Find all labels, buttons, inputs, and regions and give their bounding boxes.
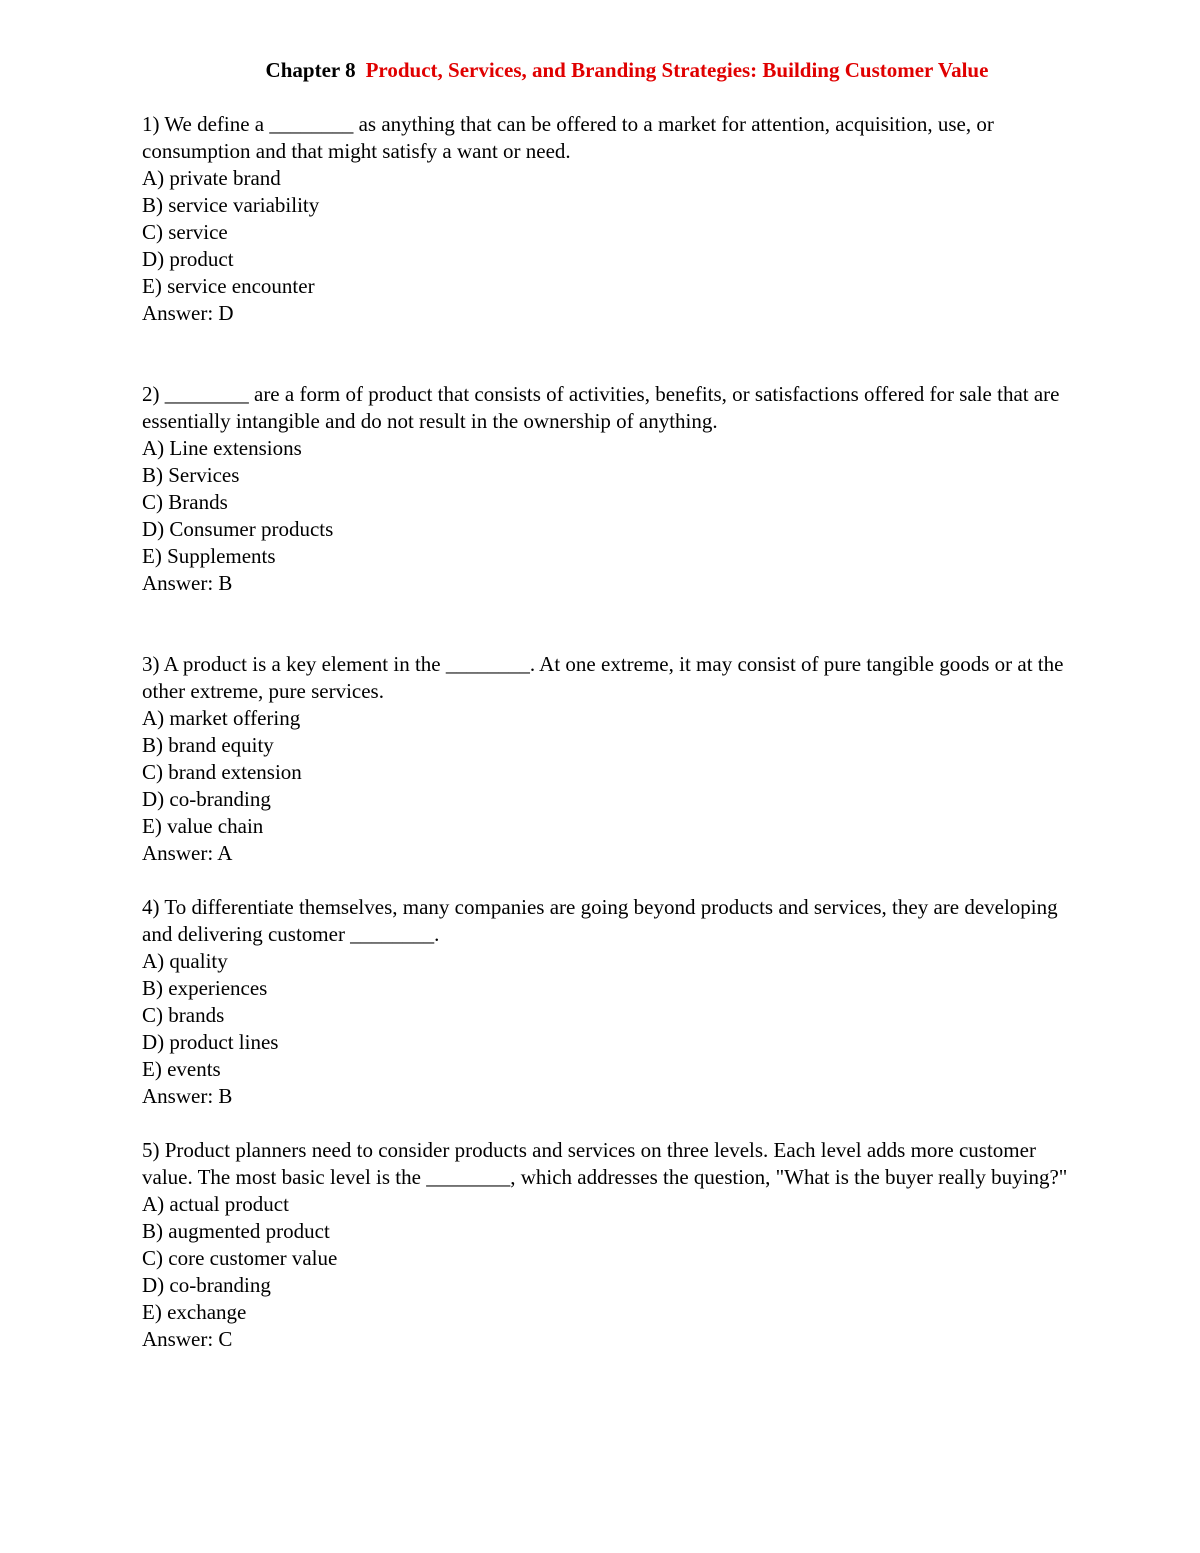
question-1 xyxy=(142,111,1072,327)
option-c: C) brands xyxy=(142,1003,225,1027)
option-b: B) augmented product xyxy=(142,1219,330,1243)
option-a: A) private brand xyxy=(142,166,281,190)
option-d: D) co-branding xyxy=(142,1273,271,1297)
question-stem: 2) ________ are a form of product that consists of activities, benefits, or satisfactions offered for sale that are essentially intangible and do not result in the ownership of anything. xyxy=(142,382,1060,433)
option-b: B) brand equity xyxy=(142,733,274,757)
option-b: B) service variability xyxy=(142,193,320,217)
option-e: E) value chain xyxy=(142,814,264,838)
option-c: C) core customer value xyxy=(142,1246,338,1270)
option-e: E) Supplements xyxy=(142,544,276,568)
option-a: A) quality xyxy=(142,949,228,973)
question-5 xyxy=(142,1137,1072,1353)
answer-line: Answer: D xyxy=(142,301,234,325)
question-stem: 1) We define a ________ as anything that can be offered to a market for attention, acquisition, use, or consumption and that might satisfy a want or need. xyxy=(142,112,994,163)
option-b: B) Services xyxy=(142,463,240,487)
option-d: D) product lines xyxy=(142,1030,279,1054)
option-d: D) product xyxy=(142,247,234,271)
option-d: D) Consumer products xyxy=(142,517,334,541)
option-c: C) Brands xyxy=(142,490,228,514)
option-e: E) service encounter xyxy=(142,274,315,298)
question-stem: 5) Product planners need to consider products and services on three levels. Each level adds more customer value. The most basic level is the ________, which addresses the question, "What is the buyer really buying?" xyxy=(142,1138,1068,1189)
option-a: A) market offering xyxy=(142,706,301,730)
option-c: C) service xyxy=(142,220,228,244)
option-c: C) brand extension xyxy=(142,760,302,784)
chapter-title: Product, Services, and Branding Strategies: Building Customer Value xyxy=(365,58,989,82)
option-a: A) Line extensions xyxy=(142,436,302,460)
question-stem: 4) To differentiate themselves, many companies are going beyond products and services, they are developing and delivering customer ________. xyxy=(142,895,1058,946)
question-stem: 3) A product is a key element in the ________. At one extreme, it may consist of pure tangible goods or at the other extreme, pure services. xyxy=(142,652,1064,703)
question-4 xyxy=(142,894,1072,1110)
document-page xyxy=(142,56,1072,1353)
option-d: D) co-branding xyxy=(142,787,271,811)
option-a: A) actual product xyxy=(142,1192,289,1216)
answer-line: Answer: A xyxy=(142,841,233,865)
answer-line: Answer: B xyxy=(142,1084,233,1108)
answer-line: Answer: C xyxy=(142,1327,233,1351)
question-2 xyxy=(142,381,1072,597)
option-e: E) exchange xyxy=(142,1300,247,1324)
option-e: E) events xyxy=(142,1057,221,1081)
page-title xyxy=(182,56,1072,84)
answer-line: Answer: B xyxy=(142,571,233,595)
chapter-label: Chapter 8 xyxy=(265,58,356,82)
question-3 xyxy=(142,651,1072,867)
option-b: B) experiences xyxy=(142,976,268,1000)
